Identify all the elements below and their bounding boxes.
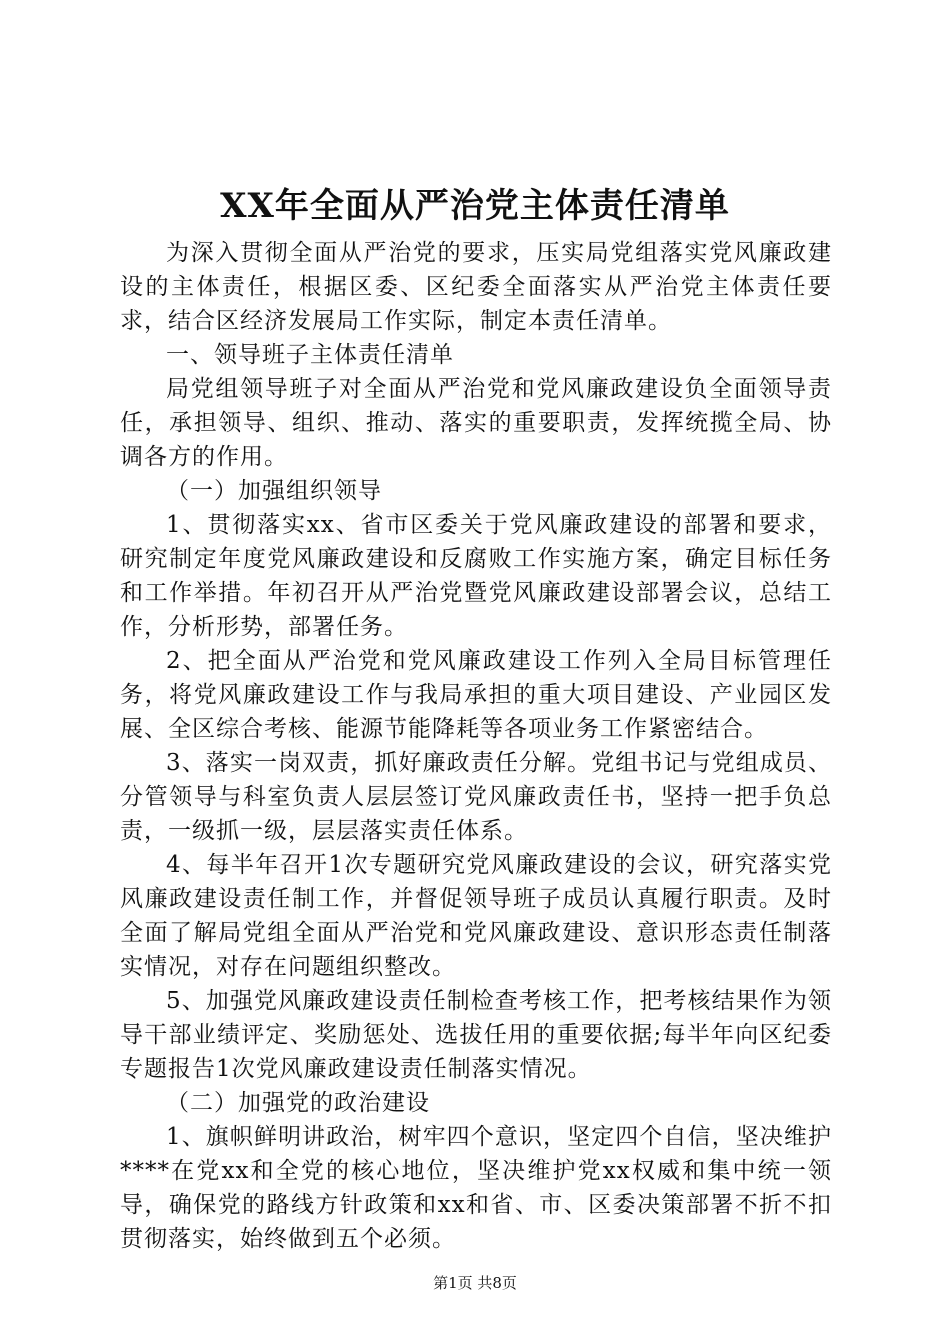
subsection-heading-2: （二）加强党的政治建设: [166, 1090, 430, 1116]
intro-paragraph: 为深入贯彻全面从严治党的要求，压实局党组落实党风廉政建设的主体责任，根据区委、区纪委全面落实从严治党主体责任要求，结合区经济发展局工作实际，制定本责任清单。: [120, 240, 832, 334]
section-heading-1: 一、领导班子主体责任清单: [166, 342, 454, 368]
subsection-heading-1: （一）加强组织领导: [166, 478, 382, 504]
body-paragraph: 局党组领导班子对全面从严治党和党风廉政建设负全面领导责任，承担领导、组织、推动、落实的重要职责，发挥统揽全局、协调各方的作用。: [120, 376, 832, 470]
list-item-paragraph: 2、把全面从严治党和党风廉政建设工作列入全局目标管理任务，将党风廉政建设工作与我局承担的重大项目建设、产业园区发展、全区综合考核、能源节能降耗等各项业务工作紧密结合。: [120, 648, 832, 742]
document-body: [120, 236, 832, 1256]
list-item-paragraph: 4、每半年召开1次专题研究党风廉政建设的会议，研究落实党风廉政建设责任制工作，并督促领导班子成员认真履行职责。及时全面了解局党组全面从严治党和党风廉政建设、意识形态责任制落实情况，对存在问题组织整改。: [120, 852, 832, 980]
list-item-paragraph: 5、加强党风廉政建设责任制检查考核工作，把考核结果作为领导干部业绩评定、奖励惩处、选拔任用的重要依据;每半年向区纪委专题报告1次党风廉政建设责任制落实情况。: [120, 988, 832, 1082]
list-item-paragraph: 1、贯彻落实xx、省市区委关于党风廉政建设的部署和要求，研究制定年度党风廉政建设和反腐败工作实施方案，确定目标任务和工作举措。年初召开从严治党暨党风廉政建设部署会议，总结工作，分析形势，部署任务。: [120, 512, 832, 640]
list-item-paragraph: 1、旗帜鲜明讲政治，树牢四个意识，坚定四个自信，坚决维护****在党xx和全党的核心地位，坚决维护党xx权威和集中统一领导，确保党的路线方针政策和xx和省、市、区委决策部署不折不扣贯彻落实，始终做到五个必须。: [120, 1124, 832, 1252]
page-footer: 第1页 共8页: [433, 1274, 517, 1292]
document-title: XX年全面从严治党主体责任清单: [220, 186, 730, 226]
list-item-paragraph: 3、落实一岗双责，抓好廉政责任分解。党组书记与党组成员、分管领导与科室负责人层层签订党风廉政责任书，坚持一把手负总责，一级抓一级，层层落实责任体系。: [120, 750, 832, 844]
